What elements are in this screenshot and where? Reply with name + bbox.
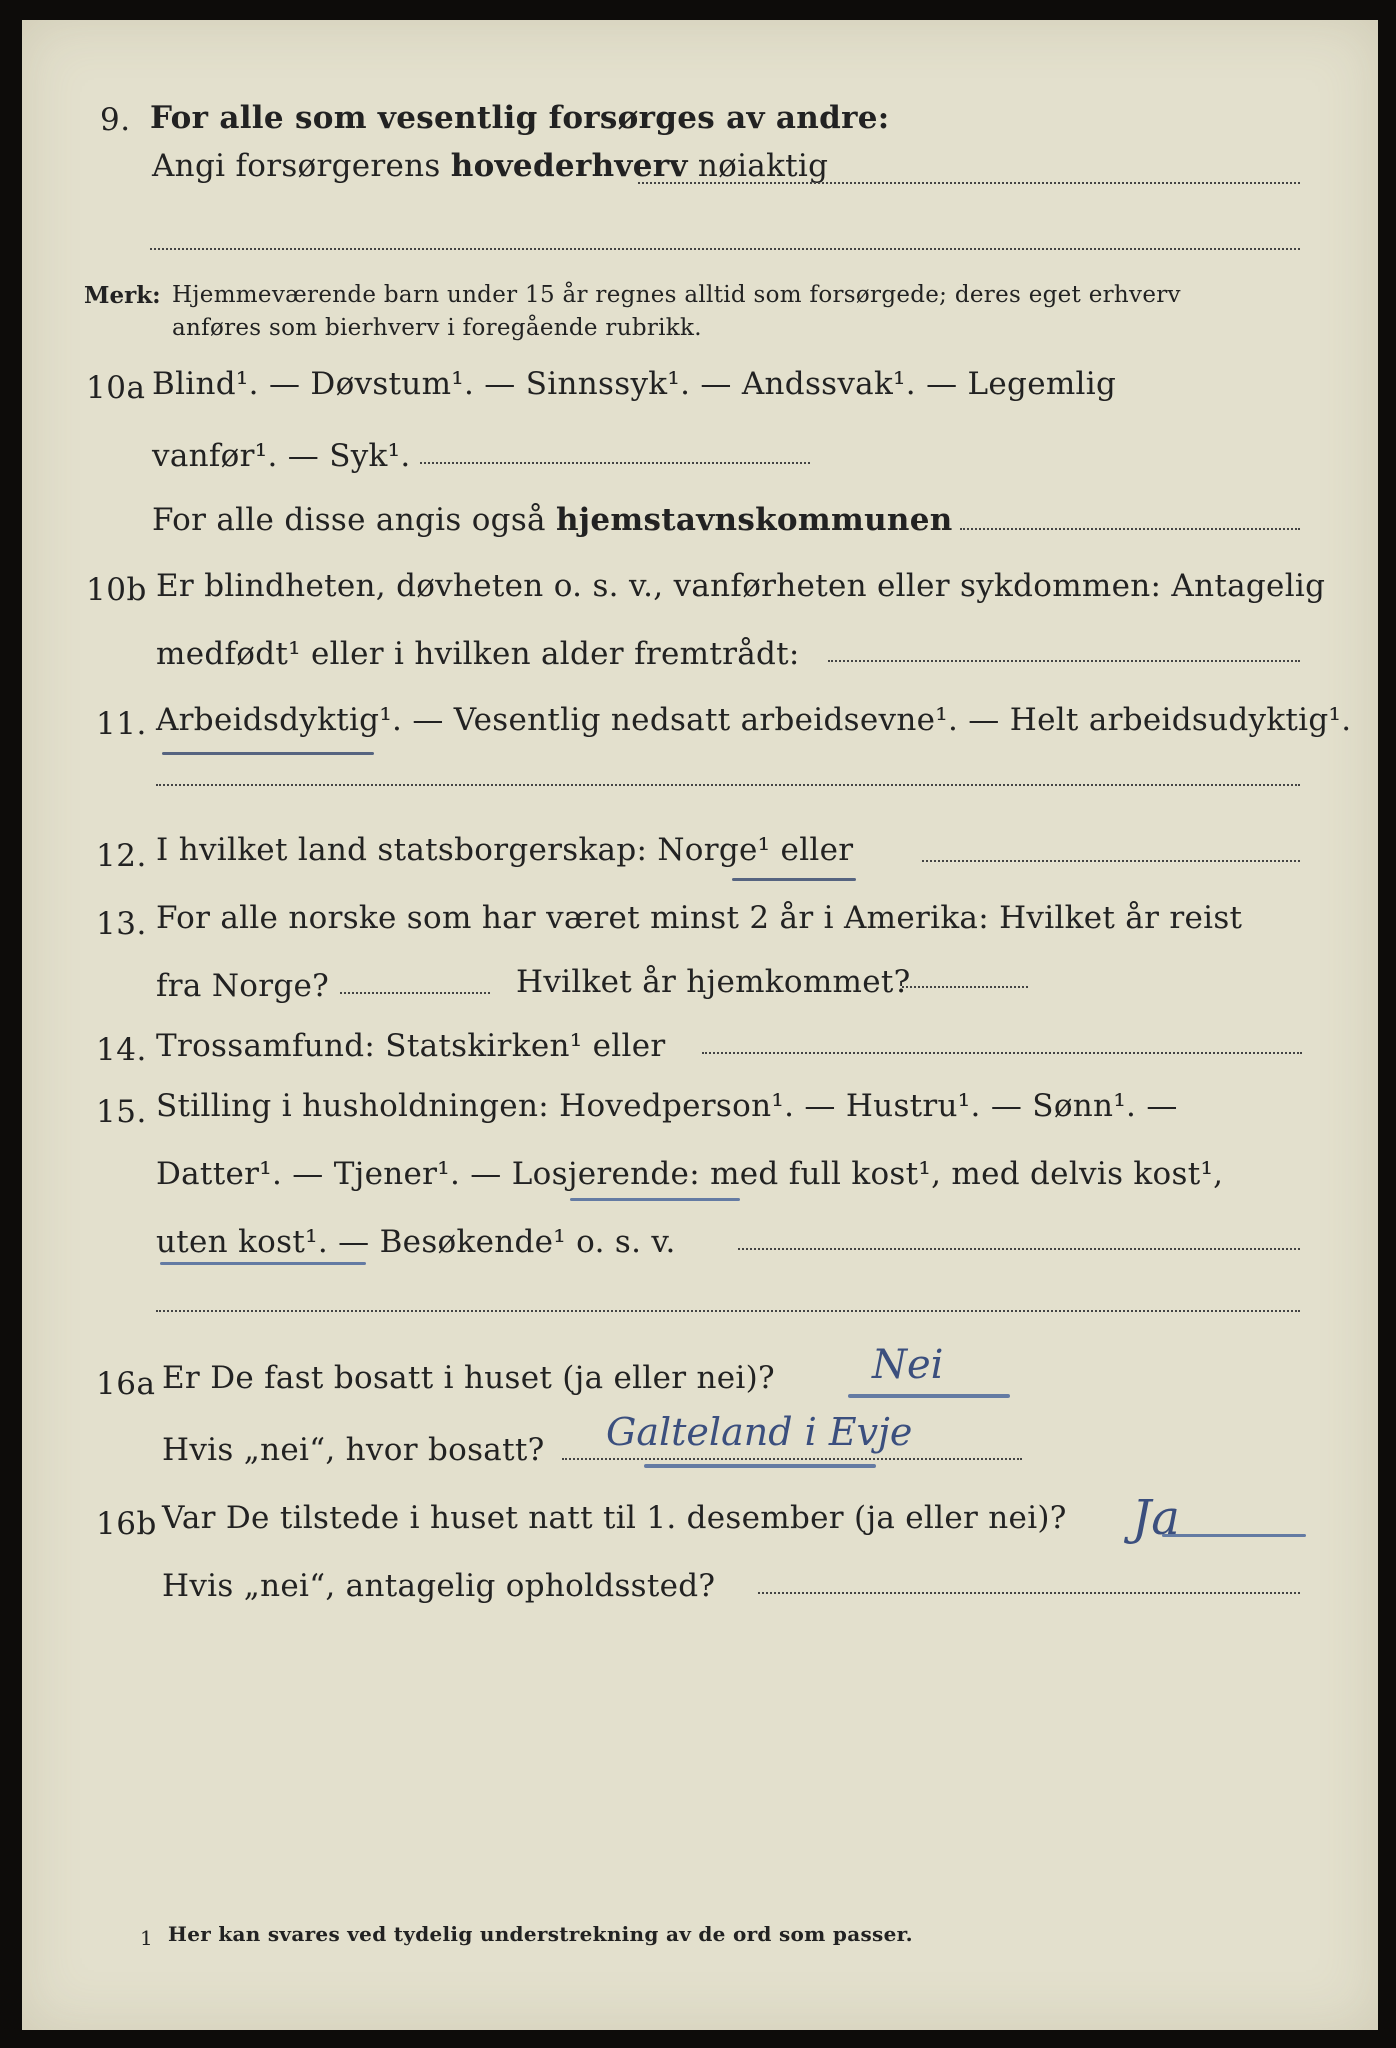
question-9-line-2 [152, 148, 828, 184]
answer-3-underline [1162, 1534, 1306, 1537]
question-15-line-3: uten kost¹. — Besøkende¹ o. s. v. [156, 1224, 676, 1260]
footnote-marker: 1 [140, 1926, 154, 1950]
question-16a-answer-1: Nei [872, 1342, 944, 1388]
question-16a-line-2: Hvis „nei“, hvor bosatt? [162, 1432, 545, 1468]
question-10b-line-1: Er blindheten, døvheten o. s. v., vanførheten eller sykdommen: Antagelig [156, 568, 1326, 604]
answer-1-underline [848, 1394, 1010, 1398]
merk-line-1: Hjemmeværende barn under 15 år regnes alltid som forsørgede; deres eget erhverv [172, 282, 1181, 308]
norge-underline [732, 878, 856, 881]
question-10a-number: 10a [86, 370, 146, 406]
question-9-line-2-text: Angi forsørgerens [152, 148, 451, 184]
question-10a-emphasis: hjemstavnskommunen [555, 502, 953, 538]
question-12-line-1: I hvilket land statsborgerskap: Norge¹ eller [156, 832, 854, 868]
question-10a-hjemstavn-answer-line[interactable] [960, 528, 1300, 530]
question-15-line-2: Datter¹. — Tjener¹. — Losjerende: med full kost¹, med delvis kost¹, [156, 1156, 1224, 1192]
question-9-answer-line-2[interactable] [150, 248, 1300, 250]
question-16b-number: 16b [96, 1506, 157, 1542]
question-15-answer-line-2[interactable] [156, 1310, 1300, 1312]
question-10a-line-3-text: For alle disse angis også [152, 502, 556, 538]
merk-label: Merk: [84, 282, 161, 309]
question-9-answer-line-1[interactable] [638, 182, 1300, 184]
answer-2-underline [644, 1464, 876, 1468]
question-13-reist-answer-line[interactable] [340, 992, 490, 994]
question-13-line-2a: fra Norge? [156, 968, 330, 1004]
question-10b-line-2: medfødt¹ eller i hvilken alder fremtrådt: [156, 636, 800, 672]
question-16b-answer-1: Ja [1132, 1490, 1180, 1546]
question-14-number: 14. [96, 1032, 147, 1068]
losjerende-underline [570, 1198, 740, 1201]
census-form-page [22, 20, 1378, 2030]
question-11-number: 11. [96, 706, 147, 742]
question-11-answer-line[interactable] [156, 784, 1300, 786]
question-16a-answer-2: Galteland i Evje [606, 1410, 913, 1454]
question-10a-line-2: vanfør¹. — Syk¹. [152, 438, 411, 474]
question-16a-line-1: Er De fast bosatt i huset (ja eller nei)? [162, 1360, 775, 1396]
question-16b-line-2: Hvis „nei“, antagelig opholdssted? [162, 1568, 716, 1604]
question-9-line-1: For alle som vesentlig forsørges av andre: [150, 100, 890, 136]
question-16a-bosatt-answer-line[interactable] [562, 1458, 1022, 1460]
question-9-number: 9. [100, 102, 131, 138]
merk-line-2: anføres som bierhverv i foregående rubrikk. [172, 315, 702, 341]
question-15-answer-line[interactable] [738, 1248, 1300, 1250]
uten-kost-underline [160, 1262, 366, 1265]
question-14-answer-line[interactable] [702, 1052, 1302, 1054]
question-10b-answer-line[interactable] [828, 660, 1300, 662]
question-16a-number: 16a [96, 1366, 156, 1402]
question-10a-line-3 [152, 502, 953, 538]
question-16b-line-1: Var De tilstede i huset natt til 1. desember (ja eller nei)? [162, 1500, 1067, 1536]
question-14-line-1: Trossamfund: Statskirken¹ eller [156, 1028, 666, 1064]
question-10a-syk-answer-line[interactable] [420, 462, 810, 464]
question-9-line-2-end: nøiaktig [687, 148, 829, 184]
question-13-number: 13. [96, 906, 147, 942]
question-10b-number: 10b [86, 572, 147, 608]
arbeidsdyktig-underline [162, 752, 374, 755]
question-16b-answer-line[interactable] [758, 1592, 1300, 1594]
question-12-answer-line[interactable] [922, 860, 1300, 862]
question-9-emphasis: hovederhverv [450, 148, 688, 184]
footnote-text: Her kan svares ved tydelig understrekning av de ord som passer. [168, 1922, 913, 1946]
question-13-hjemkommet-answer-line[interactable] [902, 986, 1028, 988]
question-10a-line-1: Blind¹. — Døvstum¹. — Sinnssyk¹. — Andssvak¹. — Legemlig [152, 366, 1117, 402]
question-13-line-1: For alle norske som har været minst 2 år i Amerika: Hvilket år reist [156, 900, 1243, 936]
question-15-line-1: Stilling i husholdningen: Hovedperson¹. — Hustru¹. — Sønn¹. — [156, 1088, 1178, 1124]
question-12-number: 12. [96, 838, 147, 874]
question-13-line-2b: Hvilket år hjemkommet? [516, 964, 911, 1000]
question-11-line-1: Arbeidsdyktig¹. — Vesentlig nedsatt arbeidsevne¹. — Helt arbeidsudyktig¹. [156, 702, 1352, 738]
question-15-number: 15. [96, 1094, 147, 1130]
